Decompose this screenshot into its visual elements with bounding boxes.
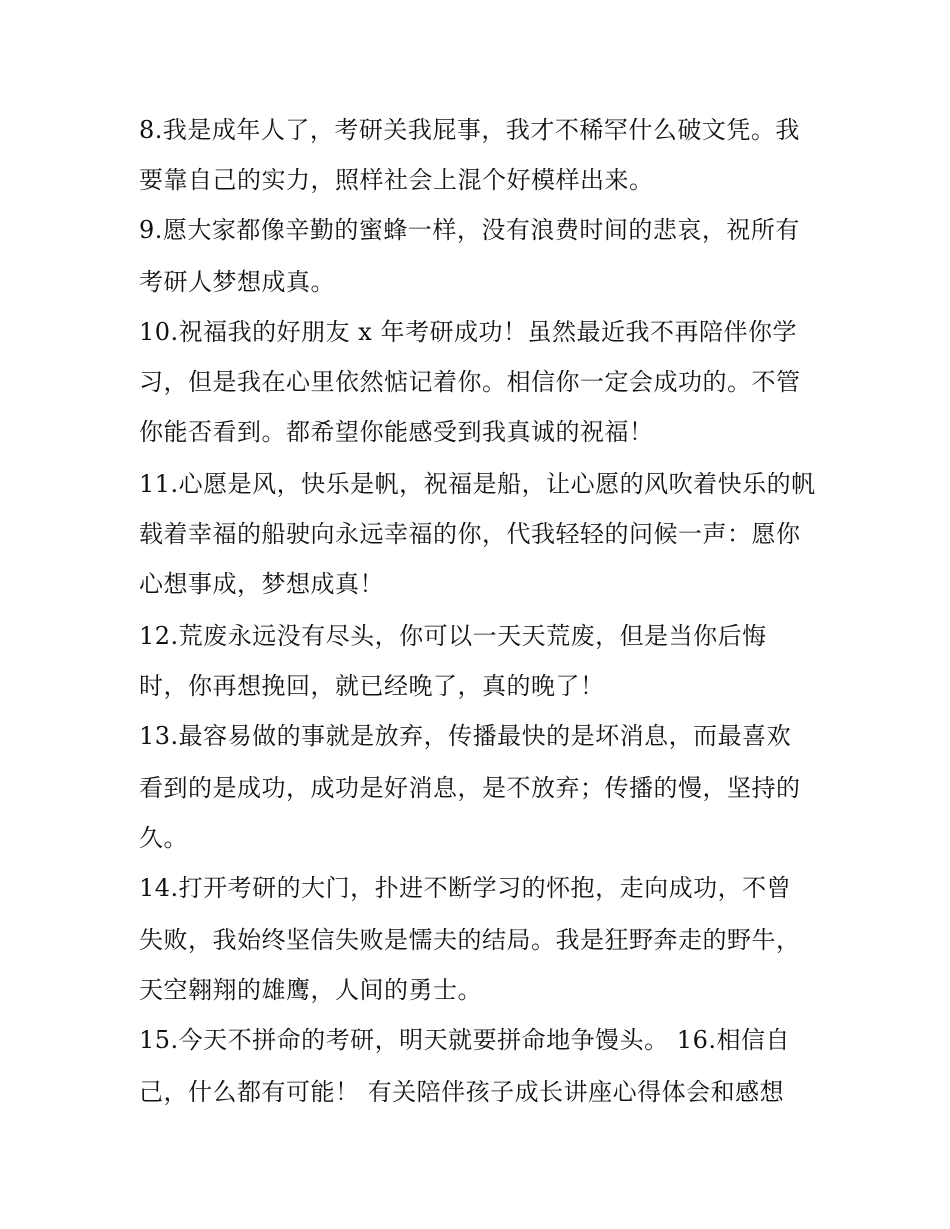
text-line: 10.祝福我的好朋友 x 年考研成功！虽然最近我不再陪伴你学 xyxy=(139,318,797,346)
text-line: 8.我是成年人了，考研关我屁事，我才不稀罕什么破文凭。我 xyxy=(139,116,800,144)
text-line: 要靠自己的实力，照样社会上混个好模样出来。 xyxy=(139,166,654,194)
text-line: 载着幸福的船驶向永远幸福的你，代我轻轻的问候一声：愿你 xyxy=(139,520,801,548)
text-line: 看到的是成功，成功是好消息，是不放弃；传播的慢，坚持的 xyxy=(139,774,801,802)
text-line: 考研人梦想成真。 xyxy=(139,268,335,296)
text-line: 13.最容易做的事就是放弃，传播最快的是坏消息，而最喜欢 xyxy=(139,722,792,750)
text-line: 12.荒废永远没有尽头，你可以一天天荒废，但是当你后悔 xyxy=(139,622,767,650)
text-line: 时，你再想挽回，就已经晚了，真的晚了！ xyxy=(139,672,605,700)
text-line: 9.愿大家都像辛勤的蜜蜂一样，没有浪费时间的悲哀，祝所有 xyxy=(139,216,800,244)
text-line: 心想事成，梦想成真！ xyxy=(139,570,384,598)
text-line: 己，什么都有可能！ 有关陪伴孩子成长讲座心得体会和感想 xyxy=(139,1078,785,1106)
text-line: 11.心愿是风，快乐是帆，祝福是船，让心愿的风吹着快乐的帆 xyxy=(139,470,816,498)
text-line: 14.打开考研的大门，扑进不断学习的怀抱，走向成功，不曾 xyxy=(139,874,792,902)
text-line: 失败，我始终坚信失败是懦夫的结局。我是狂野奔走的野牛， xyxy=(139,926,801,954)
text-line: 久。 xyxy=(139,824,188,852)
text-line: 天空翱翔的雄鹰，人间的勇士。 xyxy=(139,976,482,1004)
text-line: 习，但是我在心里依然惦记着你。相信你一定会成功的。不管 xyxy=(139,368,801,396)
text-line: 你能否看到。都希望你能感受到我真诚的祝福！ xyxy=(139,418,654,446)
text-line: 15.今天不拼命的考研，明天就要拼命地争馒头。 16.相信自 xyxy=(139,1026,790,1054)
